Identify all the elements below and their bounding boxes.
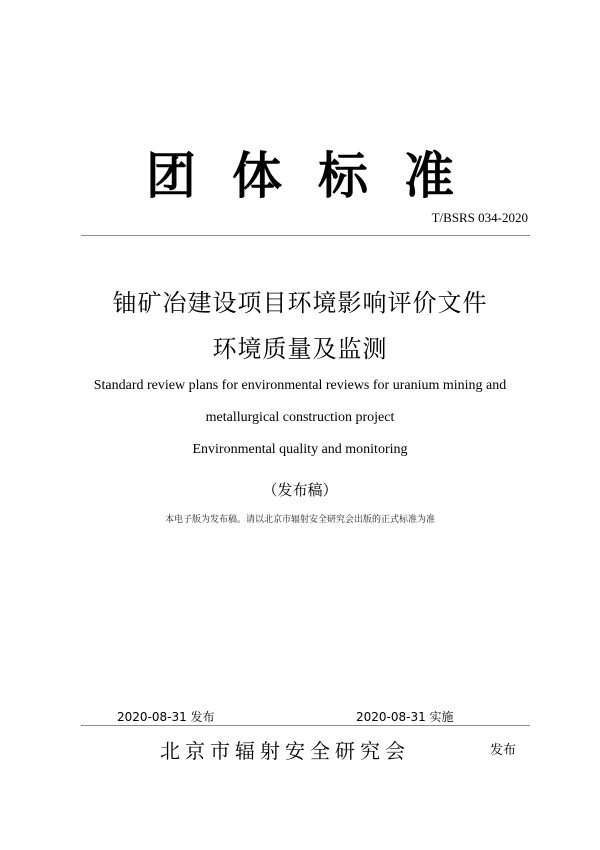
document-type-heading: 团体标准 [146, 147, 490, 205]
chinese-title-line-1: 铀矿冶建设项目环境影响评价文件 [112, 289, 488, 317]
english-title-line-2: metallurgical construction project [205, 410, 395, 425]
top-divider [81, 235, 530, 236]
release-stage-label: （发布稿） [262, 481, 338, 499]
standard-number: T/BSRS 034-2020 [431, 210, 528, 225]
bottom-divider [81, 725, 530, 726]
issuing-organization: 北京市辐射安全研究会 [160, 739, 410, 763]
english-title-line-1: Standard review plans for environmental reviews for uranium mining and [93, 378, 507, 393]
english-title-line-3: Environmental quality and monitoring [192, 442, 408, 457]
electronic-version-notice: 本电子版为发布稿。请以北京市辐射安全研究会出版的正式标准为准 [164, 515, 435, 525]
issuer-publish-label: 发布 [490, 743, 517, 758]
chinese-title-line-2: 环境质量及监测 [212, 335, 388, 363]
publish-date: 2020-08-31 发布 [117, 710, 215, 724]
implement-date: 2020-08-31 实施 [356, 710, 454, 724]
